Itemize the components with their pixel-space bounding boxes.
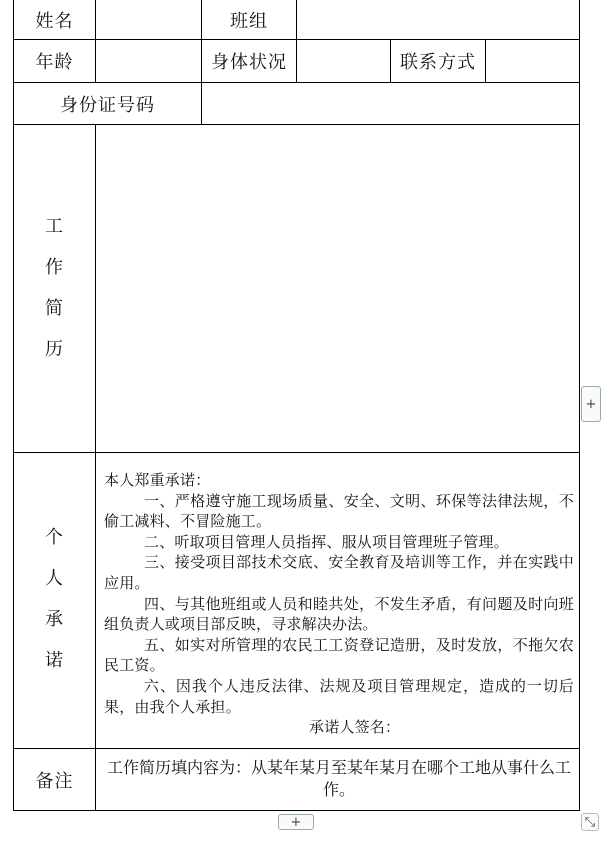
work-history-char: 历 [45, 339, 63, 360]
work-history-char: 作 [45, 257, 63, 278]
add-row-button[interactable]: + [278, 814, 314, 830]
pledge-item: 二、听取项目管理人员指挥、服从项目管理班子管理。 [144, 532, 509, 551]
pledge-label-char: 人 [45, 568, 63, 589]
health-label: 身体状况 [211, 52, 287, 73]
age-field[interactable] [96, 40, 201, 82]
pledge-label [13, 517, 95, 681]
health-field[interactable] [297, 40, 390, 82]
pledge-text [104, 470, 574, 738]
work-history-char: 工 [45, 216, 63, 237]
pledge-item: 一、严格遵守施工现场质量、安全、文明、环保等法律法规，不偷工减料、不冒险施工。 [104, 491, 574, 531]
team-label: 班组 [230, 10, 268, 32]
id-number-field[interactable] [202, 83, 579, 124]
work-history-char: 简 [45, 298, 63, 319]
age-label: 年龄 [35, 52, 74, 73]
work-history-field[interactable] [96, 125, 579, 452]
name-field[interactable] [96, 0, 201, 39]
work-history-label [13, 206, 95, 370]
pledge-label-char: 诺 [45, 650, 63, 671]
resize-handle-icon[interactable]: ⤡ [581, 813, 599, 831]
pledge-item: 六、因我个人违反法律、法规及项目管理规定，造成的一切后果，由我个人承担。 [104, 676, 574, 716]
contact-field[interactable] [486, 40, 579, 82]
remarks-label: 备注 [35, 770, 74, 792]
pledge-intro: 本人郑重承诺： [104, 471, 211, 489]
contact-label: 联系方式 [400, 52, 476, 73]
pledge-signature: 承诺人签名： [309, 718, 401, 737]
add-column-button[interactable]: + [581, 386, 601, 422]
name-label: 姓名 [35, 10, 74, 32]
team-field[interactable] [297, 0, 579, 39]
pledge-item: 五、如实对所管理的农民工工资登记造册，及时发放，不拖欠农民工资。 [104, 635, 574, 675]
id-number-label: 身份证号码 [60, 94, 155, 116]
pledge-label-char: 个 [45, 527, 63, 548]
pledge-label-char: 承 [45, 609, 63, 630]
pledge-item: 四、与其他班组或人员和睦共处，不发生矛盾，有问题及时向班组负责人或项目部反映，寻求解决办法。 [104, 594, 574, 634]
pledge-item: 三、接受项目部技术交底、安全教育及培训等工作，并在实践中应用。 [104, 553, 574, 592]
remarks-text: 工作简历填内容为：从某年某月至某年某月在哪个工地从事什么工作。 [106, 758, 571, 799]
